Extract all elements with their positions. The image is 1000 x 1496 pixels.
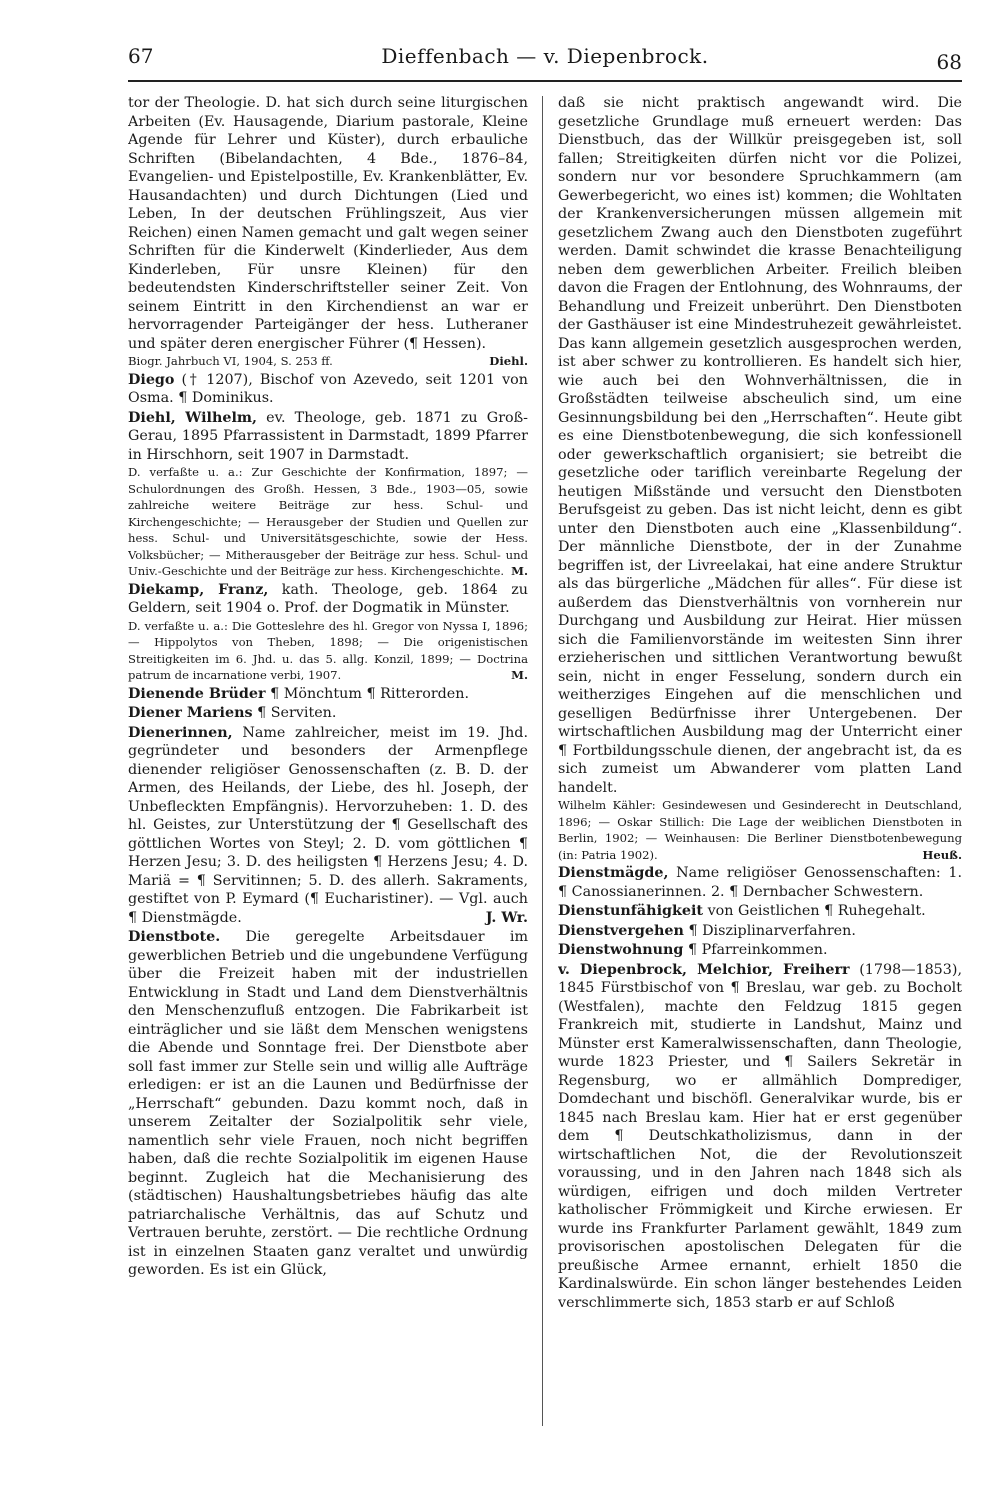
entry-lemma: v. Diepenbrock, Melchior, Freiherr (558, 961, 850, 978)
entry-diego (128, 371, 528, 408)
entry-text: ¶ Mönchtum ¶ Ritterorden. (270, 685, 470, 702)
entry-dienstbote (128, 928, 528, 1280)
author-signature: Heuß. (922, 847, 962, 862)
entry-dienstbote-continued: daß sie nicht praktisch angewandt wird. Die gesetzliche Grundlage muß erneuert werden: Das Dienstbuch, das der Willkür preisgegeben ist, soll fallen; Streitigkeiten dürfen nicht vor die Polizei, sondern nur vor besondere Spruchkammern (am Gewerbegericht, wo eines ist) kommen; die Wohltaten der Krankenversicherungen müssen allgemein mit gesetzlichem Zwang auch den Dienstboten zugeführt werden. Damit schwindet die krasse Benachteiligung neben dem gewerblichen Arbeiter. Freilich bleiben davon die Fragen der Entlohnung, des Wohnraums, der Behandlung und Freizeit unberührt. Den Dienstboten der Gasthäuser ist eine Mindestruhezeit gewährleistet. Das kann allgemein gesetzlich ausgesprochen werden, ist aber schwer zu kontrollieren. Es handelt sich hier, wie auch bei den Wohnverhältnissen, die in Großstädten teilweise abscheulich sind, um eine Gesinnungsbildung bei den „Herrschaften“. Heute gibt es eine Dienstbotenbewegung, die sich konfessionell oder gewerkschaftlich organisiert; sie betreibt die gesetzliche oder tariflich vereinbarte Regelung der heutigen Mißstände und versucht den Dienstboten Berufsgeist zu geben. Das ist nicht leicht, denn es gibt unter den Dienstboten auch eine „Klassenbildung“. Der männliche Dienstbote, der in der Zunahme begriffen ist, der Livreelakai, hat eine andere Struktur als das bürgerliche „Mädchen für alles“. Für diese ist außerdem das Dienstverhältnis von vornherein nur Durchgang und Ausbildung zur Heirat. Hier müssen sich die Familienvorstände im weitesten Sinn ihrer erzieherischen und sittlichen Verantwortung bewußt sein, nicht in enger Fesselung, sondern durch ein weitherziges Eingehen auf die menschlichen und geselligen Bedürfnisse ihrer Untergebenen. Der wirtschaftlichen Ausbildung mag der Unterricht einer ¶ Fortbildungsschule dienen, der angebracht ist, da es sich zumeist um Abwanderer vom platten Land handelt. (558, 95, 962, 796)
running-title: Dieffenbach — v. Diepenbrock. (381, 44, 709, 68)
entry-dienstunfaehigkeit (558, 902, 962, 921)
author-signature: Diehl. (489, 354, 528, 368)
bibliography-note: Biogr. Jahrbuch VI, 1904, S. 253 ff. (128, 354, 333, 368)
left-column (128, 94, 528, 1434)
entry-dieffenbach-continued: tor der Theologie. D. hat sich durch seine liturgischen Arbeiten (Ev. Hausagende, Diarium pastorale, Kleine Agende für Lehrer und Küster), durch erbauliche Schriften (Bibelandachten, 4 Bde., 1876–84, Evangelien- und Epistelpostille, Ev. Krankenblätter, Ev. Hausandachten) und durch Dichtungen (Lied und Leben, In der deutschen Frühlingszeit, Aus vier Reichen) einen Namen gemacht und galt wegen seiner Schriften für die Kinderwelt (Kinderlieder, Aus dem Kinderleben, Für unsre Kleinen) für den bedeutendsten Kinderschriftsteller seiner Zeit. Von seinem Eintritt in den Kirchendienst an war er hervorragender Parteigänger der hess. Lutheraner und später deren energischer Führer (¶ Hessen). (128, 95, 528, 352)
entry-dienende-brueder (128, 685, 528, 704)
entry-text: (1798—1853), 1845 Fürstbischof von ¶ Breslau, war geb. zu Bocholt (Westfalen), machte den Feldzug 1815 gegen Frankreich mit, studierte in Landshut, Mainz und Münster erst Kameralwissenschaften, dann Theologie, wurde 1823 Priester, und ¶ Sailers Sekretär in Regensburg, wo er allmählich Domprediger, Domdechant und bischöfl. Generalvikar wurde, bis er 1845 nach Breslau kam. Hier hat er erst gegenüber dem ¶ Deutschkatholizismus, dann in der wirtschaftlichen Not, die der Revolutionszeit voraussing, und in den Jahren nach 1848 sich als würdigen, eifrigen und doch milden Vertreter katholischer Frömmigkeit und Kirche erwiesen. Er wurde ins Frankfurter Parlament gewählt, 1849 zum provisorischen apostolischen Delegaten für die preußische Armee ernannt, erhielt 1850 die Kardinalswürde. Ein schon länger bestehendes Leiden verschlimmerte sich, 1853 starb er auf Schloß (558, 961, 962, 1311)
entry-lemma: Dienstunfähigkeit (558, 903, 704, 919)
entry-dienstwohnung (558, 941, 962, 960)
entry-lemma: Dienstvergehen (558, 922, 684, 939)
entry-note (128, 464, 528, 580)
entry-lemma: Dienstmägde, (558, 865, 669, 881)
bibliography-note: D. verfaßte u. a.: Zur Geschichte der Konfirmation, 1897; — Schulordnungen des Großh. Hessen, 3 Bde., 1903—05, sowie zahlreiche weitere Beiträge zur hess. Schul- und Kirchengeschichte; — Herausgeber der Studien und Quellen zur hess. Schul- und Universitätsgeschichte, sowie der Hess. Volksbücher; — Mitherausgeber der Beiträge zur hess. Schul- und Univ.-Geschichte und der Beiträge zur hess. Kirchengeschichte. (128, 465, 528, 578)
entry-lemma: Diekamp, Franz, (128, 581, 269, 598)
page-number-right: 68 (936, 50, 962, 74)
entry-text: kath. Theologe, geb. 1864 zu Geldern, seit 1904 o. Prof. der Dogmatik in Münster. (128, 581, 528, 616)
entry-text: Name religiöser Genossenschaften: 1. ¶ Canossianerinnen. 2. ¶ Dernbacher Schwestern. (558, 865, 962, 900)
page-number-left: 67 (128, 44, 154, 68)
entry-text: ¶ Serviten. (257, 705, 337, 721)
bibliography-note: D. verfaßte u. a.: Die Gotteslehre des hl. Gregor von Nyssa I, 1896; — Hippolytos von Theben, 1898; — Die origenistischen Streitigkeiten im 6. Jhd. u. das 5. allg. Konzil, 1899; — Doctrina patrum de incarnatione verbi, 1907. (128, 618, 528, 682)
entry-diener-mariens (128, 704, 528, 723)
author-signature: J. Wr. (485, 909, 528, 926)
entry-lemma: Dienende Brüder (128, 685, 266, 702)
entry-dienerinnen (128, 724, 528, 928)
running-header (128, 40, 962, 82)
entry-lemma: Dienerinnen, (128, 724, 233, 741)
entry-diekamp (128, 581, 528, 618)
author-signature: M. (511, 668, 528, 682)
entry-text: ev. Theologe, geb. 1871 zu Groß-Gerau, 1895 Pfarrassistent in Darmstadt, 1899 Pfarrer in Hirschhorn, seit 1907 in Darmstadt. (128, 409, 528, 463)
author-signature: M. (511, 564, 528, 578)
entry-lemma: Dienstbote. (128, 929, 221, 945)
entry-lemma: Dienstwohnung (558, 942, 684, 958)
column-divider (542, 96, 543, 1426)
entry-dienstmaegde (558, 864, 962, 901)
entry-note (128, 353, 528, 370)
entry-note (558, 797, 962, 863)
bibliography-note: Wilhelm Kähler: Gesindewesen und Gesinderecht in Deutschland, 1896; — Oskar Stillich: Die Lage der weiblichen Dienstboten in Berlin, 1902; — Weinhausen: Die Berliner Dienstbotenbewegung (in: Patria 1902). (558, 798, 962, 862)
entry-lemma: Diehl, Wilhelm, (128, 409, 257, 426)
entry-text: ¶ Disziplinarverfahren. (688, 922, 856, 939)
entry-note (128, 618, 528, 684)
entry-text: Name zahlreicher, meist im 19. Jhd. gegründeter und besonders der Armenpflege dienender religiöser Genossenschaften (z. B. D. der Armen, des Heilands, der Liebe, des hl. Joseph, der Unbefleckten Empfängnis). Hervorzuheben: 1. D. des hl. Geistes, zur Unterstützung der ¶ Gesellschaft des göttlichen Wortes von Steyl; 2. D. vom göttlichen ¶ Herzen Jesu; 3. D. des heiligsten ¶ Herzens Jesu; 4. D. Mariä = ¶ Servitinnen; 5. D. des allerh. Sakraments, gestiftet von P. Eymard (¶ Eucharistiner). — Vgl. auch ¶ Dienstmägde. (128, 724, 528, 926)
entry-dienstvergehen (558, 922, 962, 941)
entry-text: († 1207), Bischof von Azevedo, seit 1201 von Osma. ¶ Dominikus. (128, 371, 528, 406)
entry-text: ¶ Pfarreinkommen. (687, 942, 828, 958)
entry-lemma: Diego (128, 371, 175, 388)
entry-text: von Geistlichen ¶ Ruhegehalt. (707, 903, 926, 919)
entry-lemma: Diener Mariens (128, 705, 253, 721)
entry-diehl (128, 409, 528, 465)
entry-text: Die geregelte Arbeitsdauer im gewerblichen Betrieb und die ungebundene Verfügung über die Freizeit haben mit der industriellen Entwicklung in Stadt und Land dem Dienstverhältnis den Menschenzufluß entzogen. Die Fabrikarbeit ist einträglicher und sie läßt dem Menschen wenigstens die Abende und Sonntage frei. Der Dienstbote aber soll fast immer zur Stelle sein und willig alle Aufträge erledigen: er ist an die Launen und Bedürfnisse der „Herrschaft“ gebunden. Dazu kommt noch, daß in unserem Zeitalter der Sozialpolitik sehr viele, namentlich sehr viele Frauen, noch nicht begriffen haben, daß die rechte Sozialpolitik im eigenen Hause beginnt. Zugleich hat die Mechanisierung des (städtischen) Haushaltungsbetriebes häufig das alte patriarchalische Verhältnis, das auf Schutz und Vertrauen beruhte, zerstört. — Die rechtliche Ordnung ist in einzelnen Staaten ganz veraltet und unwürdig geworden. Es ist ein Glück, (128, 929, 528, 1278)
right-column (558, 94, 962, 1434)
entry-diepenbrock (558, 961, 962, 1313)
